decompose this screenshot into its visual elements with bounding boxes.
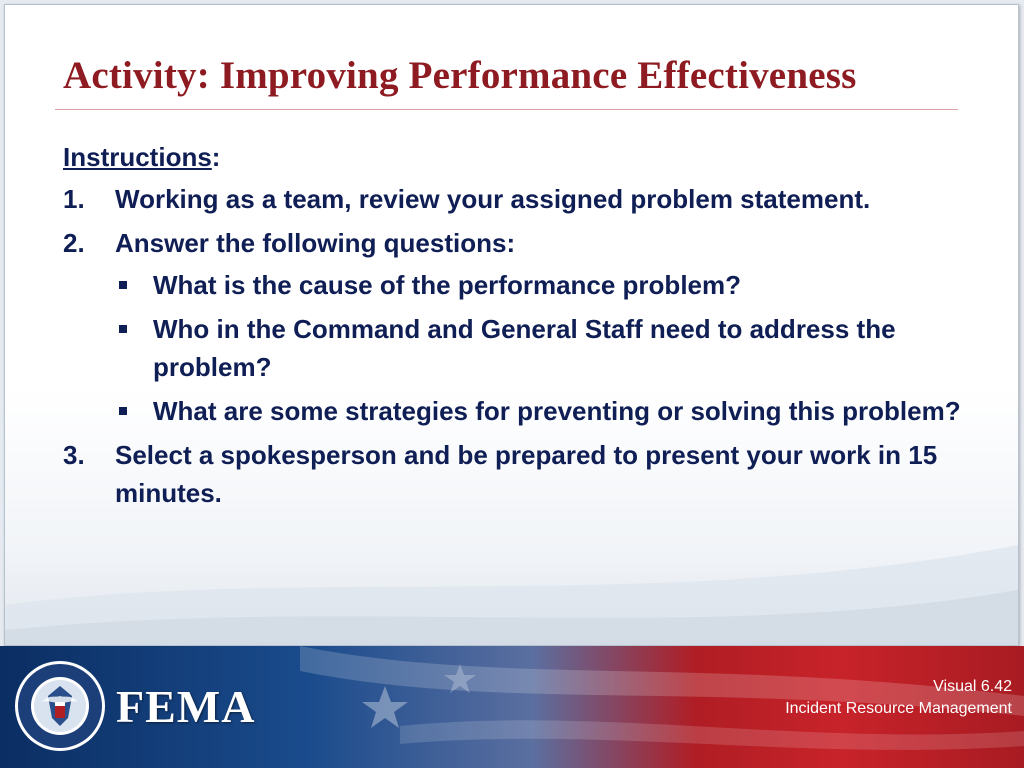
footer-banner xyxy=(0,646,1024,768)
question-item xyxy=(115,266,963,304)
item-text: Select a spokesperson and be prepared to present your work in 15 minutes. xyxy=(115,440,938,508)
instruction-item-2 xyxy=(63,224,963,430)
instructions-body xyxy=(63,138,963,518)
instructions-colon: : xyxy=(211,142,221,172)
question-text: What is the cause of the performance problem? xyxy=(153,270,741,300)
item-number: 3. xyxy=(63,440,85,470)
title-divider xyxy=(55,109,958,110)
slide-title: Activity: Improving Performance Effectiveness xyxy=(63,54,857,97)
square-bullet-icon xyxy=(119,407,127,415)
item-number: 1. xyxy=(63,184,85,214)
dhs-seal-icon xyxy=(14,660,106,752)
visual-number: Visual 6.42 xyxy=(933,678,1012,695)
instructions-label: Instructions xyxy=(63,142,212,172)
item-number: 2. xyxy=(63,228,85,258)
instructions-heading xyxy=(63,138,963,176)
item-text: Answer the following questions: xyxy=(115,228,516,258)
instruction-item-3 xyxy=(63,436,963,512)
question-item xyxy=(115,392,963,430)
square-bullet-icon xyxy=(119,325,127,333)
question-list xyxy=(115,266,963,430)
course-title: Incident Resource Management xyxy=(785,700,1012,717)
question-text: Who in the Command and General Staff need to address the problem? xyxy=(153,314,896,382)
instruction-item-1 xyxy=(63,180,963,218)
fema-logo: FEMA xyxy=(116,681,256,732)
slide-info xyxy=(785,676,1012,720)
square-bullet-icon xyxy=(119,281,127,289)
question-item xyxy=(115,310,963,386)
item-text: Working as a team, review your assigned problem statement. xyxy=(115,184,871,214)
slide-content-area xyxy=(4,4,1019,646)
question-text: What are some strategies for preventing or solving this problem? xyxy=(153,396,961,426)
